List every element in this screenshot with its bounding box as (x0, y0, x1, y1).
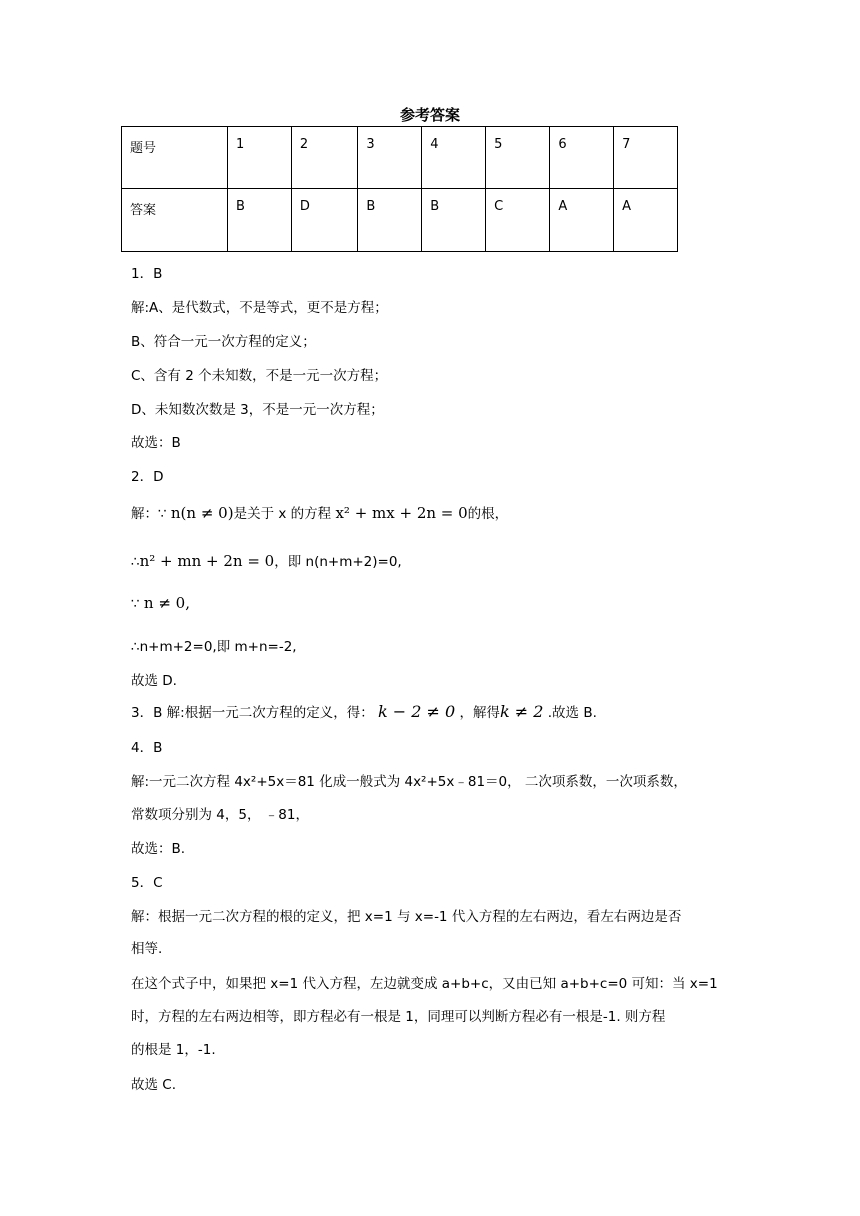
answer-heading-3 (131, 701, 597, 721)
solution-line (131, 594, 190, 612)
solution-line: D、未知数次数是 3，不是一元一次方程； (131, 402, 384, 418)
table-cell-number: 7 (614, 127, 678, 189)
answer-heading-5: 5．C (131, 875, 163, 891)
solution-line: C、含有 2 个未知数，不是一元一次方程； (131, 368, 388, 384)
solution-line: 的根是 1，-1. (131, 1042, 216, 1058)
therefore-symbol: ∴ (131, 554, 140, 570)
solution-line (131, 502, 508, 522)
because-symbol: ∵ (131, 596, 140, 612)
table-cell-answer: C (486, 189, 550, 252)
solution-line: 相等. (131, 941, 163, 957)
solution-line: 解:A、是代数式，不是等式，更不是方程； (131, 300, 388, 316)
table-cell-number: 3 (358, 127, 422, 189)
conclusion-line: 故选 C. (131, 1077, 177, 1093)
solution-text: .故选 B. (543, 705, 597, 721)
solution-text: 解： (131, 506, 158, 522)
table-cell-answer: A (550, 189, 614, 252)
math-expression: k − 2 ≠ 0 (378, 702, 456, 721)
solution-line: B、符合一元一次方程的定义； (131, 334, 316, 350)
answer-table (121, 126, 678, 252)
conclusion-line: 故选：B (131, 435, 181, 451)
table-cell-answer: B (227, 189, 291, 252)
answer-heading-1: 1．B (131, 266, 163, 282)
math-expression: n ≠ 0, (143, 594, 190, 612)
solution-line: ∴n+m+2=0,即 m+n=-2, (131, 639, 297, 655)
table-cell-number: 4 (422, 127, 486, 189)
table-cell-answer: A (614, 189, 678, 252)
math-expression: k ≠ 2 (500, 702, 544, 721)
solution-text: 3．B 解:根据一元二次方程的定义，得： (131, 705, 374, 721)
because-symbol: ∵ (158, 506, 167, 522)
page-title: 参考答案 (399, 106, 460, 124)
math-expression: n(n ≠ 0) (170, 504, 234, 522)
answer-heading-2: 2．D (131, 469, 164, 485)
solution-text: 是关于 x 的方程 (233, 506, 336, 522)
table-cell-number: 1 (227, 127, 291, 189)
solution-line: 时，方程的左右两边相等，即方程必有一根是 1，同理可以判断方程必有一根是-1. 则方程 (131, 1009, 666, 1025)
table-cell-number: 5 (486, 127, 550, 189)
solution-text: ，即 n(n+m+2)=0, (274, 554, 402, 570)
table-cell-answer: B (358, 189, 422, 252)
answer-heading-4: 4．B (131, 740, 163, 756)
solution-text: 的根， (467, 506, 509, 522)
solution-line: 解:一元二次方程 4x²+5x＝81 化成一般式为 4x²+5x﹣81＝0， 二次项系数，一次项系数， (131, 774, 687, 790)
table-cell-number: 6 (550, 127, 614, 189)
solution-text: ，解得 (459, 705, 501, 721)
conclusion-line: 故选：B. (131, 841, 186, 857)
solution-line (131, 550, 402, 570)
math-expression: n² + mn + 2n = 0 (139, 552, 275, 570)
table-cell-answer: B (422, 189, 486, 252)
solution-line: 常数项分别为 4，5， ﹣81， (131, 807, 309, 823)
table-row-numbers (122, 127, 678, 189)
table-cell-answer: D (291, 189, 358, 252)
conclusion-line: 故选 D. (131, 673, 177, 689)
table-row-answers (122, 189, 678, 252)
solution-line: 解：根据一元二次方程的根的定义，把 x=1 与 x=-1 代入方程的左右两边，看左右两边是否 (131, 909, 682, 925)
table-header-label: 题号 (122, 127, 228, 189)
math-expression: x² + mx + 2n = 0 (335, 504, 468, 522)
table-answer-label: 答案 (122, 189, 228, 252)
table-cell-number: 2 (291, 127, 358, 189)
solution-line: 在这个式子中，如果把 x=1 代入方程，左边就变成 a+b+c，又由已知 a+b+c=0 可知：当 x=1 (131, 976, 718, 992)
